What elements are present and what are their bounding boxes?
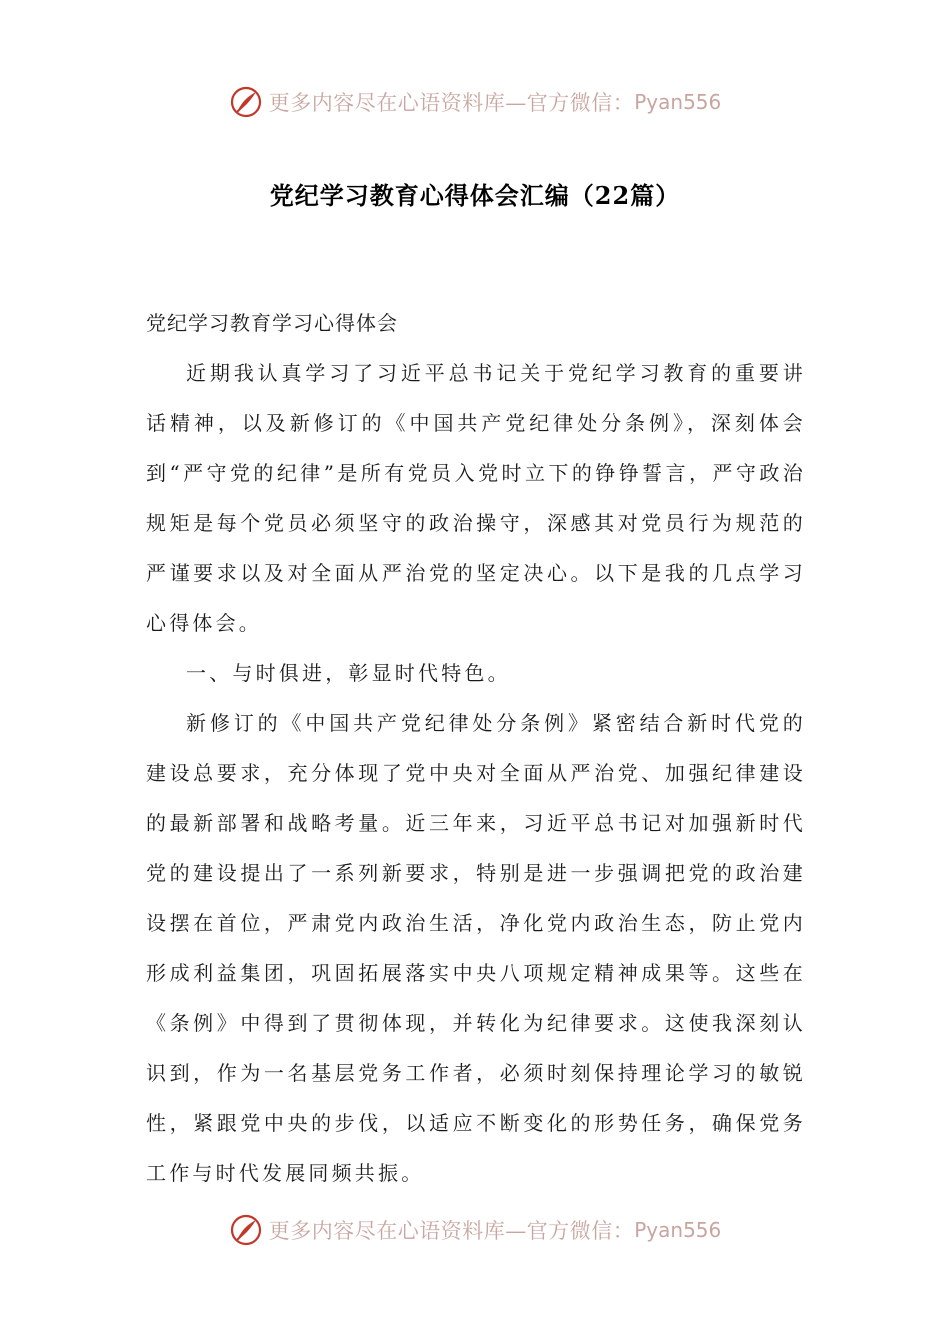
banner-text: 更多内容尽在心语资料库—官方微信： [268,91,635,115]
banner-wechat-id: Pyan556 [634,1218,722,1242]
quill-logo-icon [229,85,263,119]
section-subheading: 党纪学习教育学习心得体会 [146,311,398,335]
paragraph-section-heading: 一、与时俱进，彰显时代特色。 [186,661,511,685]
paragraph-intro: 近期我认真学习了习近平总书记关于党纪学习教育的重要讲话精神，以及新修订的《中国共产党纪律处分条例》，深刻体会到“严守党的纪律”是所有党员入党时立下的铮铮誓言，严守政治规矩是每个党员必须坚守的政治操守，深感其对党员行为规范的严谨要求以及对全面从严治党的坚定决心。以下是我的几点学习心得体会。 [146,361,806,635]
header-watermark-banner [0,82,950,122]
document-title: 党纪学习教育心得体会汇编（22篇） [269,181,681,210]
quill-logo-icon [229,1213,263,1247]
paragraph-body: 新修订的《中国共产党纪律处分条例》紧密结合新时代党的建设总要求，充分体现了党中央对全面从严治党、加强纪律建设的最新部署和战略考量。近三年来，习近平总书记对加强新时代党的建设提出了一系列新要求，特别是进一步强调把党的政治建设摆在首位，严肃党内政治生活，净化党内政治生态，防止党内形成利益集团，巩固拓展落实中央八项规定精神成果等。这些在《条例》中得到了贯彻体现，并转化为纪律要求。这使我深刻认识到，作为一名基层党务工作者，必须时刻保持理论学习的敏锐性，紧跟党中央的步伐，以适应不断变化的形势任务，确保党务工作与时代发展同频共振。 [146,711,806,1185]
banner-wechat-id: Pyan556 [634,90,722,114]
banner-text: 更多内容尽在心语资料库—官方微信： [268,1219,635,1243]
footer-watermark-banner [0,1210,950,1250]
document-body [146,298,806,1198]
